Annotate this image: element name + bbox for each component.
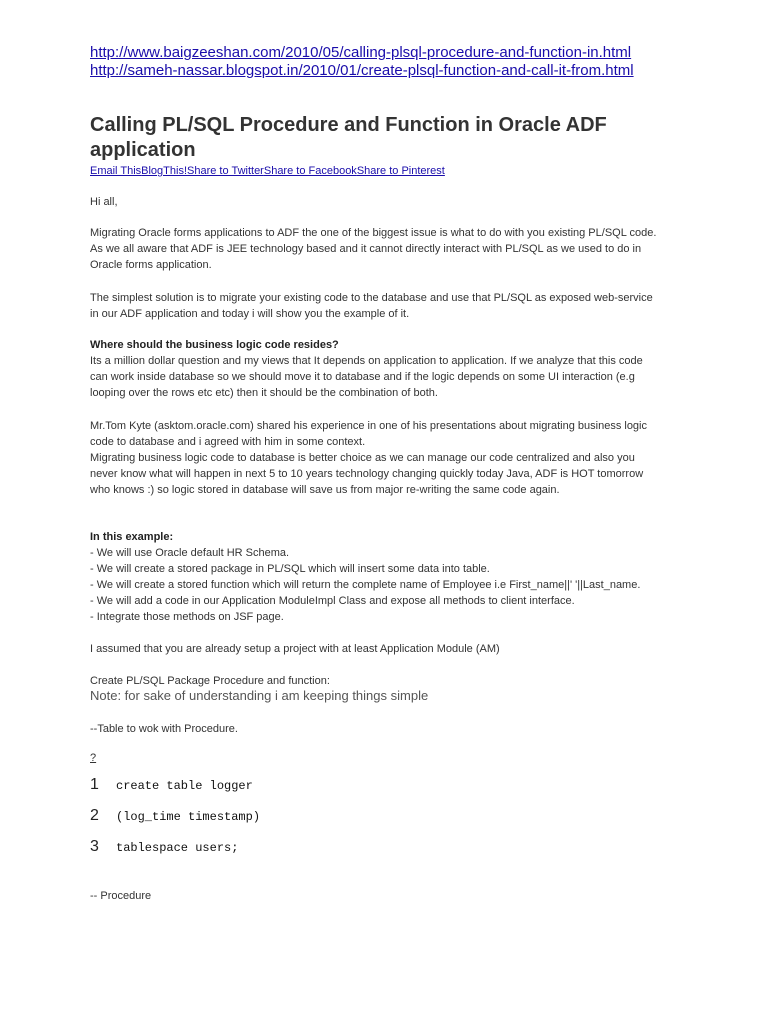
para4-line4: never know what will happen in next 5 to 10 years technology changing quickly today Java, ADF is HOT tomorrow — [90, 468, 644, 480]
para4-line3: Migrating business logic code to database is better choice as we can manage our code centralized and also you — [90, 452, 635, 464]
assumption-text: I assumed that you are already setup a project with at least Application Module (AM) — [90, 643, 500, 655]
share-twitter-link[interactable]: Share to Twitter — [187, 165, 264, 177]
para3-line1: Its a million dollar question and my views that It depends on application to application. If we analyze that this code — [90, 355, 643, 367]
example-item: - We will create a stored function which will return the complete name of Employee i.e First_name||' '||Last_name. — [90, 579, 641, 591]
note-text: Note: for sake of understanding i am keeping things simple — [90, 688, 429, 703]
share-links — [90, 165, 445, 177]
code-text: (log_time timestamp) — [116, 810, 261, 824]
line-number: 3 — [90, 838, 99, 855]
line-number: 2 — [90, 807, 99, 824]
example-heading: In this example: — [90, 531, 174, 543]
article-title-line1: Calling PL/SQL Procedure and Function in Oracle ADF — [90, 114, 607, 136]
procedure-comment: -- Procedure — [90, 890, 152, 902]
para1-line2: As we all aware that ADF is JEE technology based and it cannot directly interact with PL/SQL as we used to do in — [90, 243, 642, 255]
question-heading: Where should the business logic code resides? — [90, 339, 339, 351]
create-package-text: Create PL/SQL Package Procedure and function: — [90, 675, 330, 687]
email-this-link[interactable]: Email This — [90, 165, 142, 177]
para1-line1: Migrating Oracle forms applications to ADF the one of the biggest issue is what to do with you existing PL/SQL code. — [90, 227, 657, 239]
share-facebook-link[interactable]: Share to Facebook — [263, 165, 357, 177]
para4-line2: code to database and i agreed with him in some context. — [90, 436, 366, 448]
example-item: - We will use Oracle default HR Schema. — [90, 547, 290, 559]
greeting: Hi all, — [90, 196, 118, 208]
blogthis-link[interactable]: BlogThis! — [141, 165, 188, 177]
para4-line5: who knows :) so logic stored in database will save us from major re-writing the same code again. — [90, 484, 560, 496]
source-link-1[interactable]: http://www.baigzeeshan.com/2010/05/calling-plsql-procedure-and-function-in.html — [90, 44, 632, 61]
example-item: - Integrate those methods on JSF page. — [90, 611, 284, 623]
example-item: - We will create a stored package in PL/SQL which will insert some data into table. — [90, 563, 490, 575]
code-text: create table logger — [116, 779, 253, 793]
code-help-link[interactable]: ? — [90, 752, 97, 764]
line-number: 1 — [90, 776, 99, 793]
para2-line1: The simplest solution is to migrate your existing code to the database and use that PL/SQL as exposed web-service — [90, 292, 653, 304]
table-comment: --Table to wok with Procedure. — [90, 723, 238, 735]
para1-line3: Oracle forms application. — [90, 259, 212, 271]
example-item: - We will add a code in our Application ModuleImpl Class and expose all methods to client interface. — [90, 595, 575, 607]
source-link-2[interactable]: http://sameh-nassar.blogspot.in/2010/01/create-plsql-function-and-call-it-from.html — [90, 62, 634, 79]
para4-line1: Mr.Tom Kyte (asktom.oracle.com) shared his experience in one of his presentations about migrating business logic — [90, 420, 647, 432]
share-pinterest-link[interactable]: Share to Pinterest — [356, 165, 445, 177]
article-title-line2: application — [90, 139, 196, 161]
para3-line3: looping over the rows etc etc) then it should be the combination of both. — [90, 387, 438, 399]
para2-line2: in our ADF application and today i will show you the example of it. — [90, 308, 410, 320]
para3-line2: can work inside database so we should move it to database and if the logic depends on some UI interaction (e.g — [90, 371, 635, 383]
code-text: tablespace users; — [116, 841, 239, 855]
